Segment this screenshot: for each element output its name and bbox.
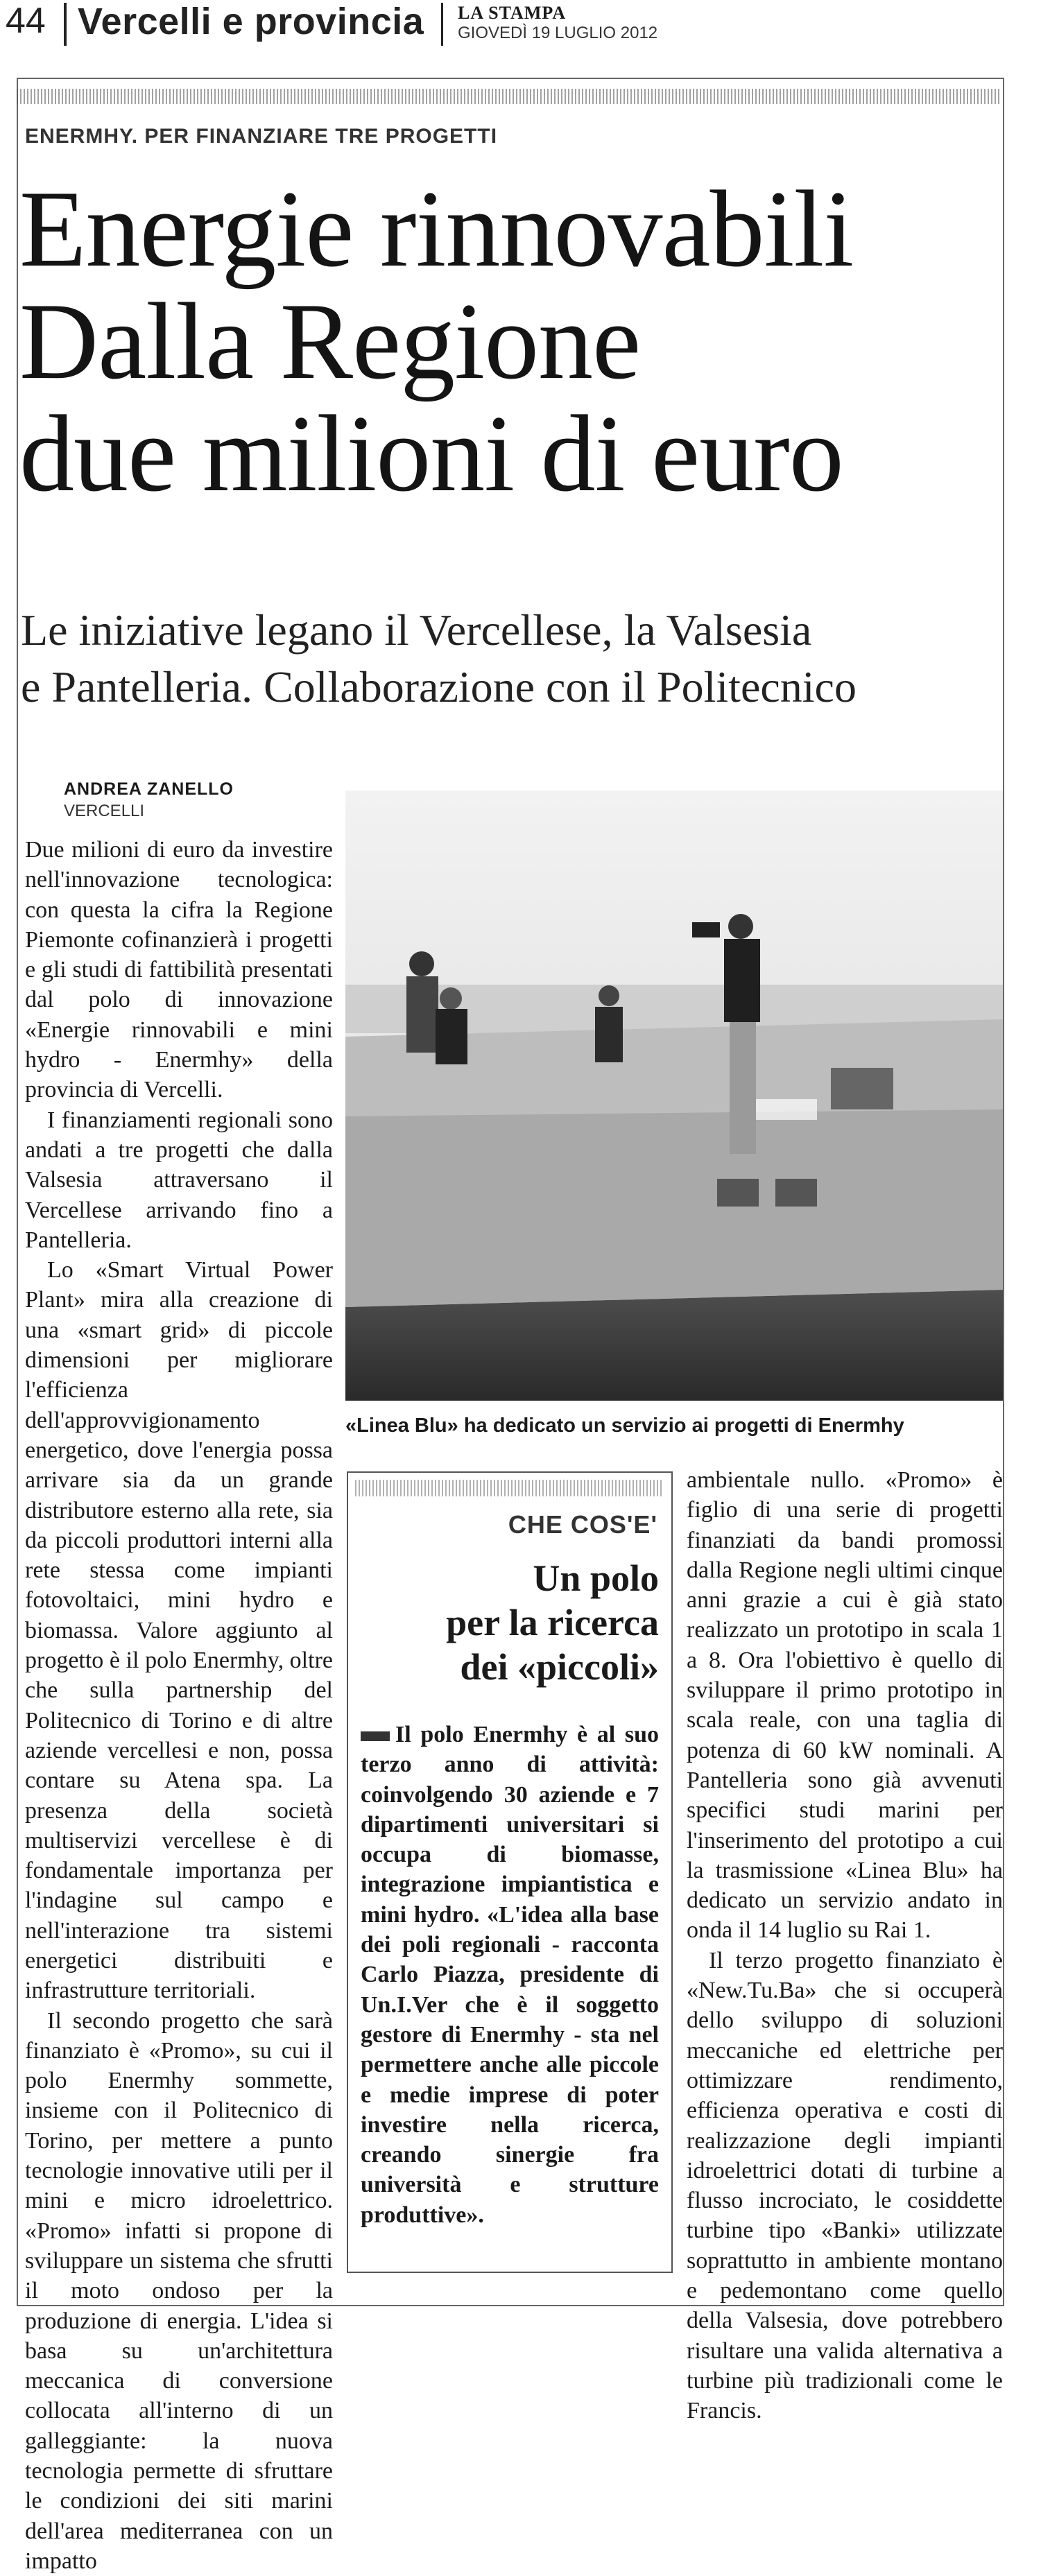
paragraph: Lo «Smart Virtual Power Plant» mira alla creazione di una «smart grid» di piccole dimensioni per migliorare l'efficienza dell'approvvigionamento energetico, dove l'energia possa arrivare sia da un grande distributore esterno alla rete, sia da piccoli produttori interni alla rete stessa come impianti fotovoltaici, mini hydro e biomassa. Valore aggiunto al progetto è il polo Enermhy, oltre che sulla partnership del Politecnico di Torino e di altre aziende vercellesi e non, possa contare su Atena spa. La presenza della società multiservizi vercellese è di fondamentale importanza per l'indagine sul campo e nell'interazione tra sistemi energetici distribuiti e infrastrutture territoriali. xyxy=(25,1257,333,2004)
box-title-line: dei «piccoli» xyxy=(460,1646,659,1688)
newspaper-name: LA STAMPA xyxy=(458,3,567,23)
page-number: 44 xyxy=(6,1,46,41)
paragraph: ambientale nullo. «Promo» è figlio di una serie di progetti finanziati da bandi promossi dalla Regione negli ultimi cinque anni grazie a cui è già stato realizzato un prototipo in scala 1 a 8. Ora l'obiettivo è quello di sviluppare il primo prototipo in scala reale, con una taglia di potenza di 60 kW nominali. A Pantelleria sono già avvenuti specifici studi marini per l'inserimento del prototipo a cui la trasmissione «Linea Blu» ha dedicato un servizio andato in onda il 14 luglio su Rai 1. xyxy=(687,1467,1003,1944)
headline-line: Dalla Regione xyxy=(19,281,641,402)
section-title: Vercelli e provincia xyxy=(78,1,424,42)
decorative-strip xyxy=(17,89,1001,104)
header-divider xyxy=(441,3,443,46)
box-title-line: per la ricerca xyxy=(446,1602,659,1643)
article-kicker: ENERMHY. PER FINANZIARE TRE PROGETTI xyxy=(25,125,498,148)
box-title-line: Un polo xyxy=(533,1557,659,1599)
decorative-strip xyxy=(355,1480,663,1496)
headline-line: Energie rinnovabili xyxy=(19,168,854,290)
header-divider xyxy=(64,3,67,46)
article-column-1 xyxy=(25,835,333,2576)
headline-line: due milioni di euro xyxy=(19,393,843,515)
subheadline-line: e Pantelleria. Collaborazione con il Politecnico xyxy=(21,662,857,711)
box-body-text: Il polo Enermhy è al suo terzo anno di attività: coinvolgendo 30 aziende e 7 dipartimenti universitari si occupa di biomasse, integrazione impiantistica e mini hydro. «L'idea alla base dei poli regionali - racconta Carlo Piazza, presidente di Un.I.Ver che è il soggetto gestore di Enermhy - sta nel permettere anche alle piccole e medie imprese di poter investire nella ricerca, creando sinergie fra università e strutture produttive». xyxy=(361,1722,659,2228)
byline: ANDREA ZANELLO xyxy=(64,779,234,799)
paragraph: Il secondo progetto che sarà finanziato è «Promo», su cui il polo Enermhy sommette, insieme con il Politecnico di Torino, per mettere a punto tecnologie innovative utili per il mini e micro idroelettrico. «Promo» infatti si propone di sviluppare un sistema che sfrutti il moto ondoso per la produzione di energia. L'idea si basa su un'architettura meccanica di conversione collocata all'interno di un galleggiante: la nuova tecnologia permette di sfruttare le condizioni dei siti marini dell'area mediterranea con un impatto xyxy=(25,2007,333,2574)
paragraph: Il terzo progetto finanziato è «New.Tu.Ba» che si occuperà dello sviluppo di soluzioni meccaniche ed elettriche per ottimizzare rendimento, efficienza operativa e costi di realizzazione degli impianti idroelettrici dotati di turbine a flusso incrociato, le cosiddette turbine tipo «Banki» utilizzate soprattutto in ambiente montano e pedemontano come quello della Valsesia, dove potrebbero risultare una valida alternativa a turbine più tradizionali come le Francis. xyxy=(687,1947,1003,2424)
article-photo xyxy=(345,790,1003,1401)
headline xyxy=(19,168,1018,515)
article-column-3 xyxy=(687,1465,1003,2426)
subheadline xyxy=(21,602,1020,716)
issue-date: GIOVEDÌ 19 LUGLIO 2012 xyxy=(458,24,658,42)
box-body xyxy=(361,1720,659,2230)
subheadline-line: Le iniziative legano il Vercellese, la Valsesia xyxy=(21,605,812,655)
bullet-square-icon xyxy=(361,1731,390,1741)
box-title xyxy=(361,1556,659,1689)
box-kicker: CHE COS'E' xyxy=(508,1510,657,1539)
dateline-location: VERCELLI xyxy=(64,802,145,820)
paragraph: Due milioni di euro da investire nell'innovazione tecnologica: con questa la cifra la Regione Piemonte cofinanzierà i progetti e gli studi di fattibilità presentati dal polo di innovazione «Energie rinnovabili e mini hydro - Enermhy» della provincia di Vercelli. xyxy=(25,837,333,1103)
paragraph: I finanziamenti regionali sono andati a tre progetti che dalla Valsesia attraversano il Vercellese arrivando fino a Pantelleria. xyxy=(25,1107,333,1253)
photo-caption: «Linea Blu» ha dedicato un servizio ai progetti di Enermhy xyxy=(345,1415,904,1437)
